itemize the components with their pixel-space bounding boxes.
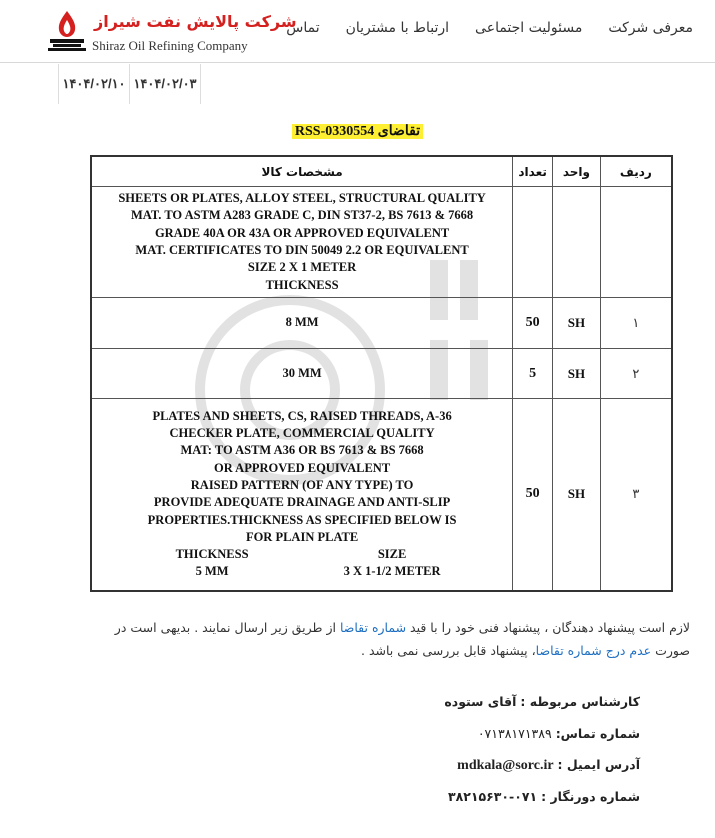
logo-text-fa: شرکت پالایش نفت شیراز xyxy=(94,12,297,31)
row3-number: ۳ xyxy=(600,399,672,591)
row3-qty: 50 xyxy=(513,399,553,591)
email-value[interactable]: mdkala@sorc.ir xyxy=(457,758,554,773)
nav-customer-relations[interactable]: ارتباط با مشتریان xyxy=(345,20,450,36)
thickness-label: THICKNESS xyxy=(175,547,249,562)
thickness-value: 5 MM xyxy=(195,564,229,579)
spec-line: MAT. CERTIFICATES TO DIN 50049 2.2 OR EQUIVALENT xyxy=(135,243,469,257)
spec-line: PROPERTIES.THICKNESS AS SPECIFIED BELOW IS xyxy=(147,512,457,527)
end-date: ۱۴۰۴/۰۲/۱۰ xyxy=(58,64,129,104)
empty-cell xyxy=(553,187,601,298)
company-logo[interactable] xyxy=(44,6,297,58)
row1-unit: SH xyxy=(553,298,601,349)
row2-qty: 5 xyxy=(513,349,553,399)
empty-cell xyxy=(600,187,672,298)
title-prefix: تقاضای xyxy=(377,124,421,139)
request-title xyxy=(0,123,715,140)
spec-line: PROVIDE ADEQUATE DRAINAGE AND ANTI-SLIP xyxy=(153,495,451,510)
note-highlight-missing-number: عدم درج شماره تقاضا xyxy=(535,643,652,658)
table-row xyxy=(91,187,672,298)
size-label: SIZE xyxy=(377,547,407,562)
note-highlight-request-number: شماره تقاضا xyxy=(339,620,407,635)
spec-line: FOR PLAIN PLATE xyxy=(245,529,359,544)
email-line xyxy=(457,757,640,774)
nav-about[interactable]: معرفی شرکت xyxy=(608,20,693,36)
request-number: RSS-0330554 xyxy=(294,124,375,139)
spec-line: CHECKER PLATE, COMMERCIAL QUALITY xyxy=(169,426,435,441)
spec-line: THICKNESS xyxy=(265,277,339,292)
nav-contact[interactable]: تماس xyxy=(286,20,320,36)
table-row xyxy=(91,298,672,349)
expert-value: آقای ستوده xyxy=(444,694,517,709)
spec-line: RAISED PATTERN (OF ANY TYPE) TO xyxy=(190,477,414,492)
row3-spec xyxy=(91,399,513,591)
note-text: از طریق زیر ارسال نمایند . بدیهی است در صورت xyxy=(114,620,690,658)
phone-label: شماره تماس: xyxy=(555,726,640,741)
fax-value: ۰۷۱-۳۸۲۱۵۶۳۰ xyxy=(447,789,538,804)
expert-label: کارشناس مربوطه : xyxy=(520,694,640,709)
note-text: ، پیشنهاد قابل بررسی نمی باشد . xyxy=(361,643,536,658)
table-row xyxy=(91,349,672,399)
start-date: ۱۴۰۴/۰۲/۰۳ xyxy=(129,64,200,104)
site-header xyxy=(0,0,715,63)
spec-line: MAT: TO ASTM A36 OR BS 7613 & BS 7668 xyxy=(180,443,424,458)
spec-line: PLATES AND SHEETS, CS, RAISED THREADS, A-36 xyxy=(152,408,452,423)
fax-label: شماره دورنگار : xyxy=(541,789,640,804)
nav-social-responsibility[interactable]: مسئولیت اجتماعی xyxy=(475,20,583,36)
note-text: لازم است پیشنهاد دهندگان ، پیشنهاد فنی خود را با قید xyxy=(406,620,690,635)
phone-value[interactable]: ۰۷۱۳۸۱۷۱۳۸۹ xyxy=(477,726,552,741)
email-label: آدرس ایمیل : xyxy=(557,757,640,772)
empty-cell xyxy=(513,187,553,298)
date-range xyxy=(58,64,201,104)
phone-line xyxy=(478,726,640,741)
col-qty-header: تعداد xyxy=(513,156,553,187)
col-spec-header: مشخصات کالا xyxy=(91,156,513,187)
spec-line: SIZE 2 X 1 METER xyxy=(247,260,357,275)
spec-line: MAT. TO ASTM A283 GRADE C, DIN ST37-2, BS 7613 & 7668 xyxy=(130,208,474,223)
row2-number: ۲ xyxy=(600,349,672,399)
size-value: 3 X 1-1/2 METER xyxy=(343,564,441,579)
title-highlight xyxy=(292,124,423,139)
group1-spec-cell xyxy=(91,187,513,298)
size-grid xyxy=(122,546,482,581)
table-header-row xyxy=(91,156,672,187)
row2-unit: SH xyxy=(553,349,601,399)
spec-line: SHEETS OR PLATES, ALLOY STEEL, STRUCTURAL QUALITY xyxy=(118,191,486,206)
fax-line xyxy=(448,789,640,804)
spec-line: OR APPROVED EQUIVALENT xyxy=(213,460,391,475)
spec-line: GRADE 40A OR 43A OR APPROVED EQUIVALENT xyxy=(154,225,450,240)
col-row-header: ردیف xyxy=(600,156,672,187)
row3-unit: SH xyxy=(553,399,601,591)
items-table xyxy=(90,155,673,592)
expert-line xyxy=(444,694,640,709)
row1-number: ۱ xyxy=(600,298,672,349)
col-unit-header: واحد xyxy=(553,156,601,187)
main-nav xyxy=(286,20,693,36)
row1-qty: 50 xyxy=(513,298,553,349)
submission-notes xyxy=(104,616,690,662)
logo-text-en: Shiraz Oil Refining Company xyxy=(92,38,248,53)
table-row xyxy=(91,399,672,591)
row2-spec: 30 MM xyxy=(91,349,513,399)
row1-spec: 8 MM xyxy=(91,298,513,349)
refinery-logo-icon xyxy=(44,8,90,54)
